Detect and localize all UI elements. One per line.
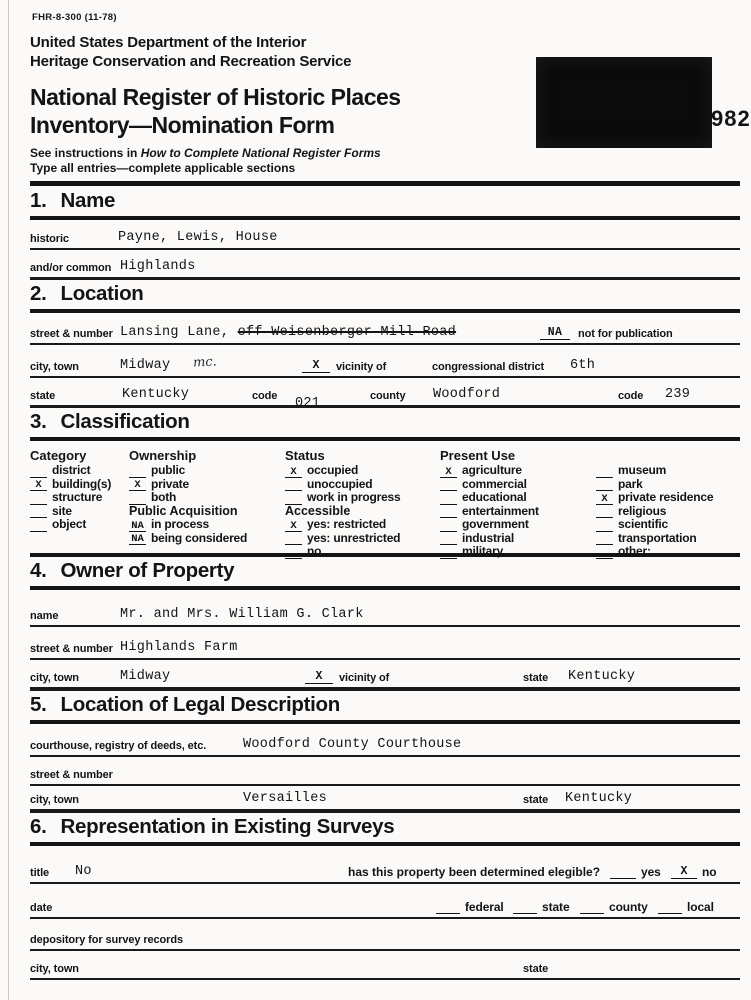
legal-city-label: city, town — [30, 794, 79, 806]
section-6-heading — [30, 813, 740, 846]
street-label: street & number — [30, 328, 113, 340]
courthouse-label: courthouse, registry of deeds, etc. — [30, 740, 207, 752]
survey-title-value: No — [75, 864, 92, 879]
checkbox-site — [30, 507, 47, 518]
label-in-process: in process — [151, 517, 210, 531]
classification-item — [30, 491, 126, 505]
checkbox-scientific — [596, 521, 613, 532]
checkbox-other — [596, 548, 613, 559]
label-occupied: occupied — [307, 463, 359, 477]
classification-item — [129, 464, 281, 478]
section-5-heading — [30, 691, 740, 724]
checkbox-public — [129, 467, 146, 478]
legal-city-row — [30, 786, 740, 813]
legal-street-row — [30, 757, 740, 786]
section-4-heading — [30, 557, 740, 590]
section-3-heading — [30, 408, 740, 441]
scan-edge-artifact — [8, 0, 9, 1000]
eligible-no-checkbox: X — [671, 866, 697, 879]
instructions-prefix: See instructions in — [30, 146, 141, 160]
classification-item — [596, 491, 740, 505]
instructions-line-2: Type all entries—complete applicable sections — [30, 161, 296, 175]
checkbox-no — [285, 548, 302, 559]
checkbox-park — [596, 480, 613, 491]
agency-line-2: Heritage Conservation and Recreation Service — [30, 53, 352, 70]
classification-item — [285, 532, 437, 546]
present-use-column — [440, 448, 590, 559]
eligible-question: has this property been determined elegible? — [348, 865, 601, 879]
classification-item — [285, 464, 437, 478]
classification-item — [596, 464, 740, 478]
checkbox-religious — [596, 507, 613, 518]
form-number: FHR-8-300 (11-78) — [32, 12, 117, 23]
checkbox-object — [30, 521, 47, 532]
label-district: district — [52, 463, 91, 477]
street-value — [120, 325, 456, 340]
checkbox-agriculture: X — [440, 467, 457, 478]
checkbox-being-considered: NA — [129, 534, 146, 545]
state-code-label: code — [252, 390, 278, 402]
not-for-publication-label: not for publication — [578, 328, 673, 340]
label-work-in-progress: work in progress — [307, 490, 401, 504]
status-header: Status — [285, 448, 325, 463]
city-label: city, town — [30, 361, 79, 373]
state-value: Kentucky — [122, 387, 190, 402]
label-commercial: commercial — [462, 476, 527, 491]
state-county-row — [30, 378, 740, 411]
classification-item — [285, 478, 437, 492]
section-1-number: 1. — [30, 189, 47, 212]
checkbox-industrial — [440, 534, 457, 545]
instructions-line-1 — [30, 146, 381, 160]
label-yes-restricted: yes: restricted — [307, 517, 387, 531]
section-5-title: Location of Legal Description — [60, 693, 340, 716]
date-stamp-fragment: 982 — [711, 106, 751, 131]
form-title-line-1: National Register of Historic Places — [30, 84, 401, 110]
level-federal-checkbox — [436, 901, 460, 914]
label-site: site — [52, 503, 72, 518]
checkbox-unoccupied — [285, 480, 302, 491]
survey-date-label: date — [30, 902, 53, 914]
classification-item — [129, 532, 281, 546]
owner-name-label: name — [30, 610, 59, 622]
classification-item — [30, 518, 126, 532]
checkbox-work-in-progress — [285, 494, 302, 505]
historic-value: Payne, Lewis, House — [118, 230, 278, 245]
level-state-label: state — [542, 900, 570, 914]
section-3-title: Classification — [60, 410, 190, 433]
classification-item — [440, 464, 590, 478]
label-agriculture: agriculture — [462, 463, 522, 477]
checkbox-museum — [596, 467, 613, 478]
classification-item — [596, 532, 740, 546]
level-federal-label: federal — [465, 900, 504, 914]
courthouse-row — [30, 724, 740, 757]
classification-item — [129, 478, 281, 492]
ownership-column — [129, 448, 281, 545]
level-county-checkbox — [580, 901, 604, 914]
label-transportation: transportation — [618, 530, 697, 545]
category-column — [30, 448, 126, 532]
ownership-header: Ownership — [129, 448, 197, 463]
county-code-value: 239 — [665, 387, 691, 402]
label-museum: museum — [618, 463, 667, 477]
form-title-line-2: Inventory—Nomination Form — [30, 112, 335, 138]
classification-item — [285, 518, 437, 532]
county-code-label: code — [618, 390, 644, 402]
checkbox-district — [30, 467, 47, 478]
checkbox-yes-unrestricted — [285, 534, 302, 545]
survey-date-row — [30, 884, 740, 919]
checkbox-private-residence: X — [596, 494, 613, 505]
checkbox-in-process: NA — [129, 521, 146, 532]
section-4-number: 4. — [30, 559, 47, 582]
state-label: state — [30, 390, 56, 402]
level-county-label: county — [609, 900, 648, 914]
label-park: park — [618, 476, 643, 491]
checkbox-both — [129, 494, 146, 505]
vicinity-checkbox: X — [302, 360, 330, 373]
city-value: Midway — [120, 358, 171, 373]
legal-state-value: Kentucky — [565, 791, 633, 806]
legal-state-label: state — [523, 794, 549, 806]
label-structure: structure — [52, 490, 103, 504]
section-2-heading — [30, 280, 740, 313]
label-buildings: building(s) — [52, 476, 112, 491]
classification-item — [30, 505, 126, 519]
label-no: no — [307, 544, 322, 558]
owner-city-row — [30, 660, 740, 691]
label-military: military — [462, 544, 504, 558]
historic-name-row — [30, 220, 740, 250]
level-local-label: local — [687, 900, 714, 914]
eligible-no-label: no — [702, 865, 717, 879]
classification-item — [440, 532, 590, 546]
category-header: Category — [30, 448, 87, 463]
label-industrial: industrial — [462, 530, 515, 545]
status-column — [285, 448, 437, 559]
depository-row — [30, 919, 740, 951]
agency-line-1: United States Department of the Interior — [30, 34, 307, 51]
section-4-title: Owner of Property — [60, 559, 235, 582]
common-label: and/or common — [30, 262, 112, 274]
label-other: other: — [618, 544, 651, 558]
owner-city-label: city, town — [30, 672, 79, 684]
checkbox-occupied: X — [285, 467, 302, 478]
courthouse-value: Woodford County Courthouse — [243, 737, 462, 752]
not-for-publication-na: NA — [540, 327, 570, 340]
level-local-checkbox — [658, 901, 682, 914]
public-acquisition-subheader: Public Acquisition — [129, 503, 238, 518]
classification-item — [440, 491, 590, 505]
checkbox-yes-restricted: X — [285, 521, 302, 532]
street-value-normal: Lansing Lane, — [120, 325, 238, 340]
congressional-district-label: congressional district — [432, 361, 545, 373]
empty-header — [596, 448, 740, 464]
redaction-box — [536, 57, 712, 148]
classification-item — [129, 491, 281, 505]
survey-title-row — [30, 846, 740, 884]
state-code-value: 021 — [295, 396, 321, 411]
city-town-row — [30, 345, 740, 378]
section-5-number: 5. — [30, 693, 47, 716]
common-value: Highlands — [120, 259, 196, 274]
checkbox-educational — [440, 494, 457, 505]
section-1-title: Name — [60, 189, 116, 212]
county-value: Woodford — [433, 387, 501, 402]
owner-state-value: Kentucky — [568, 669, 636, 684]
owner-street-row — [30, 627, 740, 660]
owner-city-value: Midway — [120, 669, 171, 684]
classification-item — [285, 545, 437, 559]
owner-state-label: state — [523, 672, 549, 684]
checkbox-government — [440, 521, 457, 532]
label-religious: religious — [618, 503, 667, 518]
classification-item — [440, 478, 590, 492]
label-being-considered: being considered — [151, 530, 248, 545]
owner-name-value: Mr. and Mrs. William G. Clark — [120, 607, 364, 622]
label-public: public — [151, 463, 186, 477]
classification-item — [440, 545, 590, 559]
section-3-number: 3. — [30, 410, 47, 433]
label-both: both — [151, 490, 177, 504]
street-value-struck: off Weisenberger Mill Road — [237, 325, 457, 340]
classification-item — [30, 478, 126, 492]
survey-city-row — [30, 951, 740, 980]
checkbox-military — [440, 548, 457, 559]
accessible-subheader: Accessible — [285, 503, 351, 518]
eligible-yes-checkbox — [610, 866, 636, 879]
checkbox-buildings: X — [30, 480, 47, 491]
section-1-heading — [30, 181, 740, 220]
label-yes-unrestricted: yes: unrestricted — [307, 530, 401, 545]
legal-street-label: street & number — [30, 769, 113, 781]
county-label: county — [370, 390, 406, 402]
label-private: private — [151, 476, 189, 491]
street-number-row — [30, 313, 740, 345]
checkbox-structure — [30, 494, 47, 505]
section-6-title: Representation in Existing Surveys — [60, 815, 395, 838]
classification-item — [129, 518, 281, 532]
classification-item — [285, 491, 437, 505]
checkbox-entertainment — [440, 507, 457, 518]
owner-vicinity-checkbox: X — [305, 671, 333, 684]
section-6-number: 6. — [30, 815, 47, 838]
classification-item — [440, 505, 590, 519]
handwritten-annotation: mc. — [192, 354, 218, 371]
label-private-residence: private residence — [618, 490, 714, 504]
form-header — [30, 0, 751, 181]
level-state-checkbox — [513, 901, 537, 914]
checkbox-commercial — [440, 480, 457, 491]
label-educational: educational — [462, 490, 527, 504]
section-2-title: Location — [60, 282, 144, 305]
congressional-district-value: 6th — [570, 358, 596, 373]
vicinity-label: vicinity of — [336, 361, 387, 373]
depository-label: depository for survey records — [30, 934, 183, 946]
historic-label: historic — [30, 233, 69, 245]
survey-state-label: state — [523, 963, 549, 975]
classification-item — [596, 505, 740, 519]
classification-item — [596, 545, 740, 559]
owner-street-value: Highlands Farm — [120, 640, 238, 655]
legal-city-value: Versailles — [243, 791, 328, 806]
survey-title-label: title — [30, 867, 50, 879]
label-object: object — [52, 517, 87, 531]
eligible-yes-label: yes — [641, 865, 661, 879]
label-scientific: scientific — [618, 517, 669, 531]
checkbox-transportation — [596, 534, 613, 545]
checkbox-private: X — [129, 480, 146, 491]
classification-item — [596, 478, 740, 492]
classification-grid — [30, 441, 740, 557]
owner-street-label: street & number — [30, 643, 113, 655]
present-use-header: Present Use — [440, 448, 516, 463]
section-2-number: 2. — [30, 282, 47, 305]
owner-name-row — [30, 590, 740, 627]
classification-item — [596, 518, 740, 532]
common-name-row — [30, 250, 740, 280]
owner-vicinity-label: vicinity of — [339, 672, 390, 684]
instructions-manual-title: How to Complete National Register Forms — [140, 146, 381, 160]
present-use-column-2 — [596, 448, 740, 559]
label-government: government — [462, 517, 529, 531]
label-entertainment: entertainment — [462, 503, 539, 518]
survey-city-label: city, town — [30, 963, 79, 975]
label-unoccupied: unoccupied — [307, 476, 373, 491]
classification-item — [30, 464, 126, 478]
classification-item — [440, 518, 590, 532]
